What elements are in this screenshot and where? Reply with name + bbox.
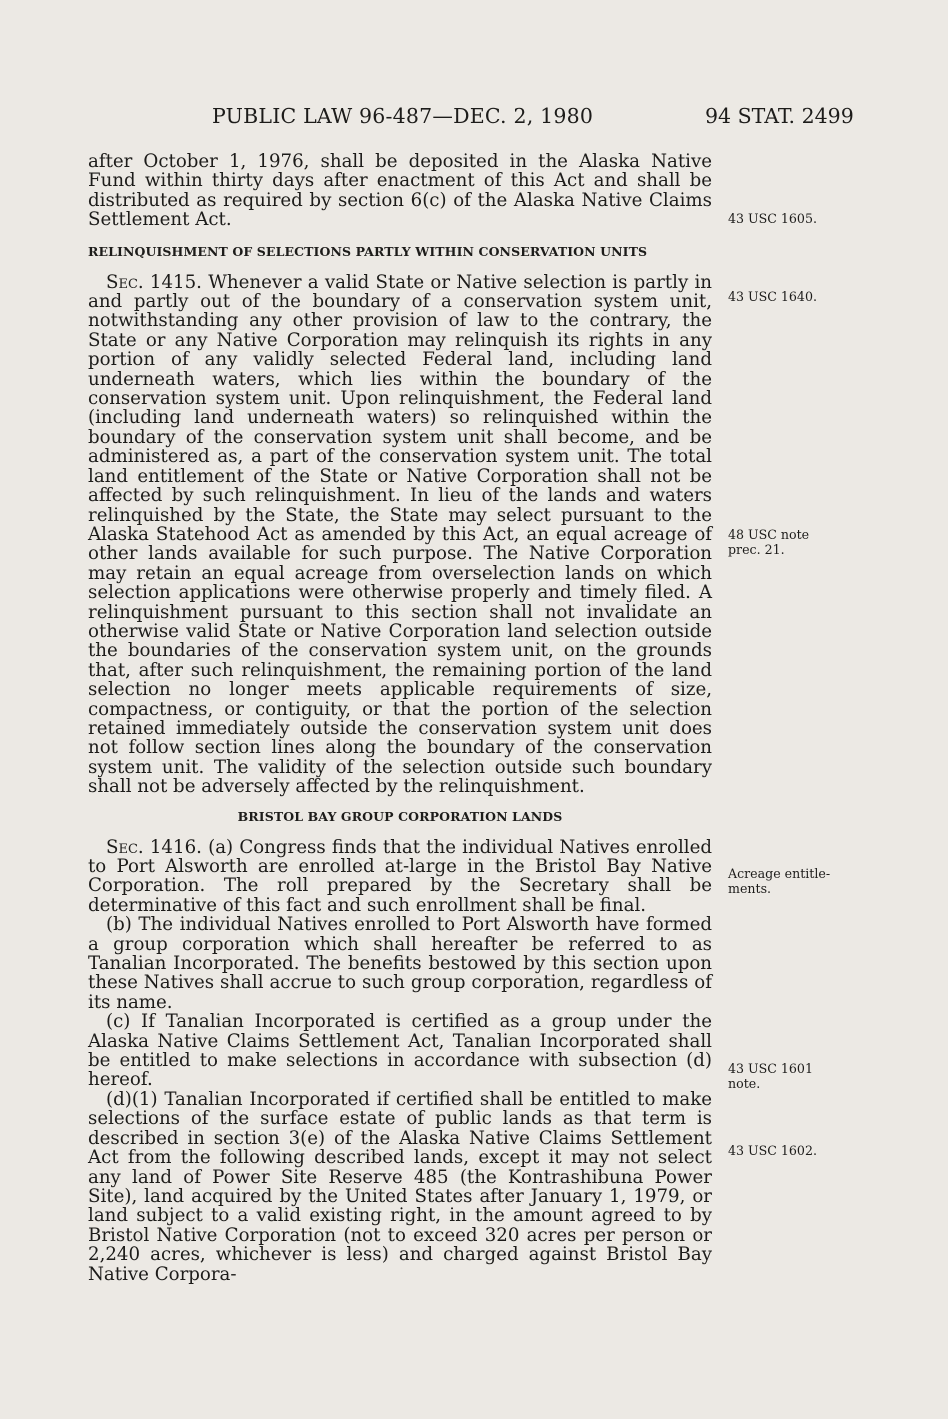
section-1415-text: Whenever a valid State or Native selection is partly in and partly out of the boundary of a conservation system unit, notwithstanding any other provision of law to the contrary, the State or any Native Corporation may relinquish its rights in any portion of any validly selected Federal land, including land underneath waters, which lies within the boundary of the conservation system unit. Upon relinquishment, the Federal land (including land underneath waters) so relinquished within the boundary of the conservation system unit shall become, and be administered as, a part of the conservation system unit. The total land entitlement of the State or Native Corporation shall not be affected by such relinquishment. In lieu of the lands and waters relinquished by the State, the State may select pursuant to the Alaska Statehood Act as amended by this Act, an equal acreage of other lands available for such purpose. The Native Corporation may retain an equal acreage from overselection lands on which selection applications were otherwise properly and timely filed. A relinquishment pursuant to this section shall not invalidate an otherwise valid State or Native Corporation land selection outside the boundaries of the conservation system unit, on the grounds that, after such relinquishment, the remaining portion of the land selection no longer meets applicable requirements of size, compactness, or contiguity, or that the portion of the selection retained immediately outside the conservation system unit does not follow section lines along the boundary of the conservation system unit. The validity of the selection outside such boundary shall not be adversely affected by the relinquishment. bbox=[88, 271, 712, 798]
paragraph-intro: after October 1, 1976, shall be deposited in the Alaska Native Fund within thirty days after enactment of this Act and shall be distributed as required by section 6(c) of the Alaska Native Claims Settlement Act. bbox=[88, 151, 712, 231]
margin-note-43-usc-1640: 43 USC 1640. bbox=[728, 289, 817, 304]
section-heading-1416: BRISTOL BAY GROUP CORPORATION LANDS bbox=[237, 808, 563, 824]
margin-note-acreage: Acreage entitle- ments. bbox=[728, 866, 831, 896]
section-1416-a-text: (a) Congress finds that the individual Natives enrolled to Port Alsworth are enrolled at-large in the Bristol Bay Native Corporation. The roll prepared by the Secretary shall be determinative of this fact and such enrollment shall be final. bbox=[88, 836, 712, 916]
section-1415-paragraph bbox=[88, 273, 712, 797]
section-heading-1415: RELINQUISHMENT OF SELECTIONS PARTLY WITHIN CONSERVATION UNITS bbox=[88, 243, 648, 259]
section-1416-b: (b) The individual Natives enrolled to Port Alsworth have formed a group corporation which shall hereafter be referred to as Tanalian Incorporated. The benefits bestowed by this section upon these Natives shall accrue to such group corporation, regardless of its name. bbox=[88, 914, 712, 1013]
statute-page-number: 94 STAT. 2499 bbox=[705, 104, 854, 128]
margin-note-43-usc-1605: 43 USC 1605. bbox=[728, 211, 817, 226]
section-1416-a bbox=[88, 838, 712, 916]
page-body bbox=[88, 152, 712, 1284]
section-1416-d1: (d)(1) Tanalian Incorporated if certified shall be entitled to make selections of the surface estate of public lands as that term is described in section 3(e) of the Alaska Native Claims Settlement Act from the following described lands, except it may not select any land of Power Site Reserve 485 (the Kontrashibuna Power Site), land acquired by the United States after January 1, 1979, or land subject to a valid existing right, in the amount agreed to by Bristol Native Corporation (not to exceed 320 acres per person or 2,240 acres, whichever is less) and charged against Bristol Bay Native Corpora- bbox=[88, 1088, 712, 1285]
margin-note-43-usc-1601: 43 USC 1601 note. bbox=[728, 1061, 813, 1091]
section-1415-label: Sec. 1415. bbox=[106, 271, 202, 293]
running-title: PUBLIC LAW 96-487—DEC. 2, 1980 bbox=[212, 104, 594, 128]
page-header bbox=[0, 104, 948, 134]
section-1416-c: (c) If Tanalian Incorporated is certified as a group under the Alaska Native Claims Settlement Act, Tanalian Incorporated shall be entitled to make selections in accordance with subsection (d) hereof. bbox=[88, 1011, 712, 1091]
margin-note-48-usc: 48 USC note prec. 21. bbox=[728, 527, 810, 557]
section-1416-label: Sec. 1416. bbox=[106, 836, 202, 858]
margin-note-43-usc-1602: 43 USC 1602. bbox=[728, 1143, 817, 1158]
